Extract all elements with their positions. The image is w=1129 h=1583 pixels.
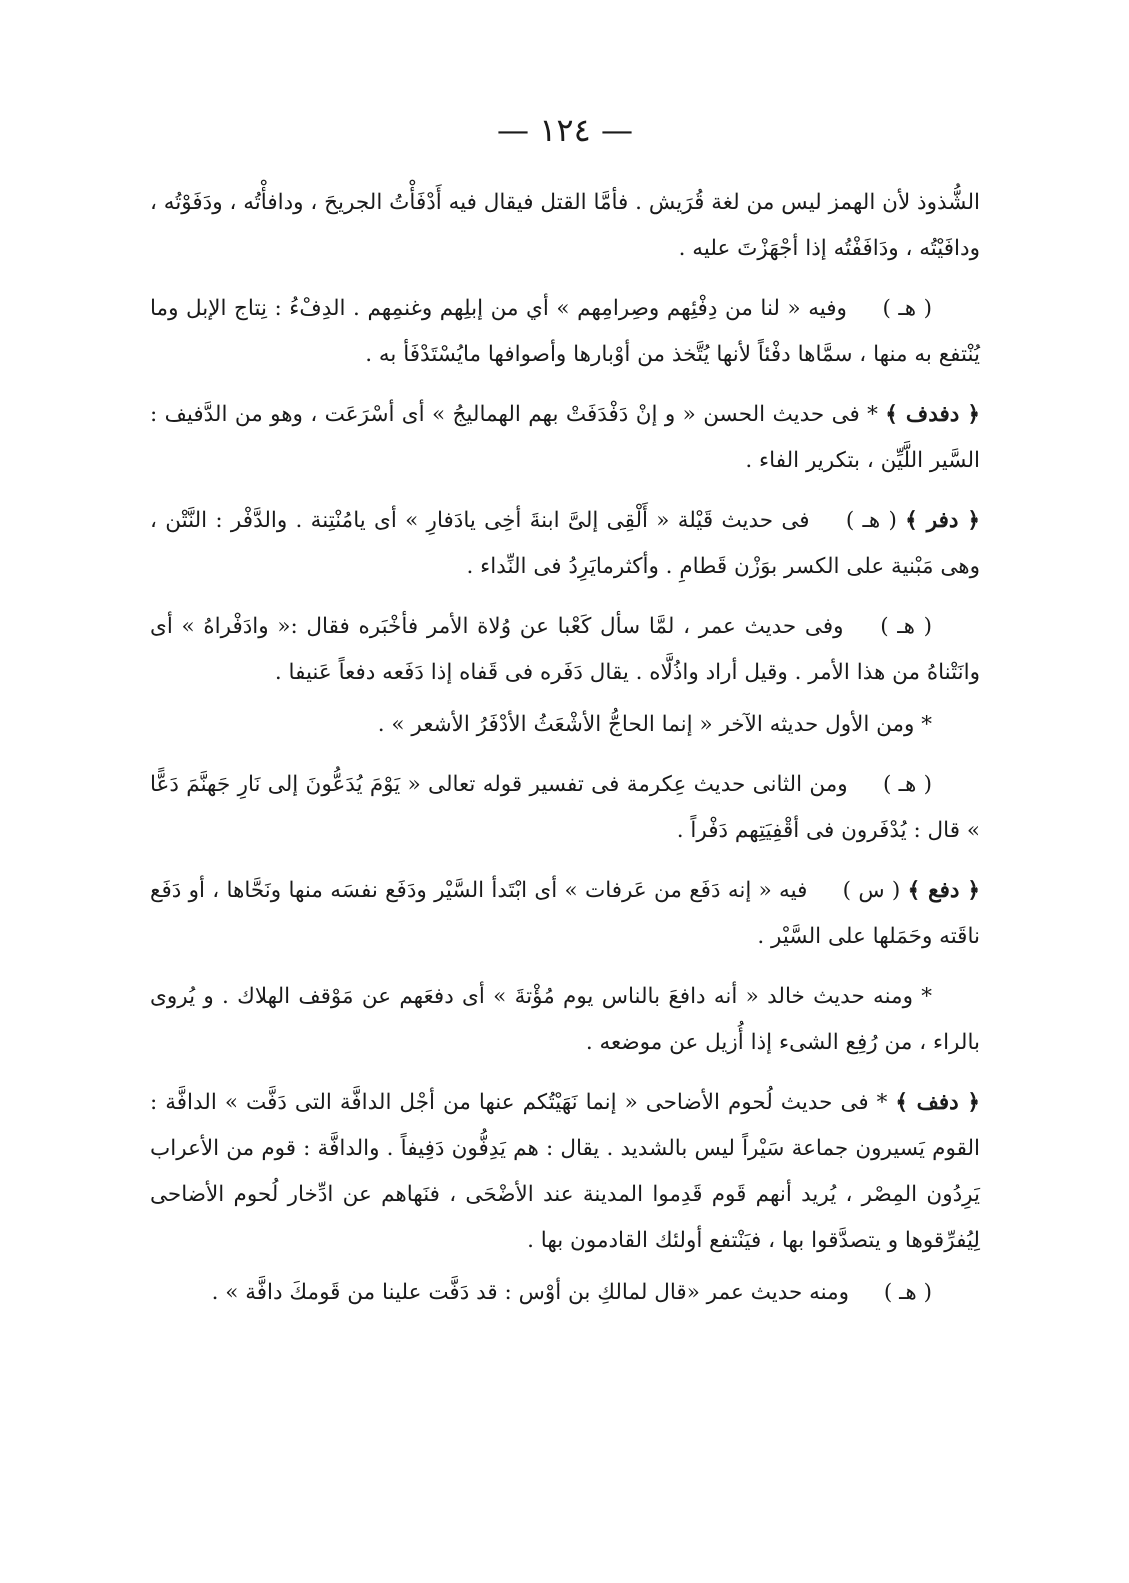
entry-headword: ﴿ دفع ﴾ xyxy=(907,878,980,903)
paragraph-9 xyxy=(150,1080,980,1264)
paragraph-6 xyxy=(150,762,980,854)
paragraph-text: * فى حديث لُحوم الأضاحى « إنما نَهَيْتُكم عنها من أجْل الدافَّة التى دَفَّت » الدافَّة : القوم يَسيرون جماعة سَيْراً ليس بالشديد . يقال : هم يَدِفُّون دَفِيفاً . والدافَّة : قوم من الأعراب يَرِدُون المِصْر ، يُريد أنهم قَوم قَدِموا المدينة عند الأضْحَى ، فنَهاهم عن ادِّخار لُحوم الأضاحى لِيُفرِّقوها و يتصدَّقوا بها ، فيَنْتفع أولئك القادمون بها . xyxy=(150,1090,980,1253)
paragraph-text: ومنه حديث عمر «قال لمالكِ بن أوْس : قد دَفَّت علينا من قَومكَ دافَّة » . xyxy=(211,1280,850,1305)
paragraph-7 xyxy=(150,868,980,960)
paragraph-text: * فى حديث الحسن « و إنْ دَفْدَفَتْ بهم الهماليجُ » أى أسْرَعَت ، وهو من الدَّفيف : السَّير اللَّيِّن ، بتكرير الفاء . xyxy=(150,402,980,473)
paragraph-0 xyxy=(150,180,980,272)
paragraph-text: * ومنه حديث خالد « أنه دافعَ بالناس يوم مُؤْتةَ » أى دفعَهم عن مَوْقف الهلاك . و يُروى بالراء ، من رُفِع الشىء إذا أُزيل عن موضعه . xyxy=(150,984,980,1055)
paragraph-text: * ومن الأول حديثه الآخر « إنما الحاجُّ الأشْعَثُ الأدْفَرُ الأشعر » . xyxy=(377,712,932,737)
paragraph-3 xyxy=(150,498,980,590)
entry-headword: ﴿ دفف ﴾ xyxy=(895,1090,980,1115)
paragraph-text: فى حديث قَيْلة « أَلْقِى إلىَّ ابنةَ أخِى يادَفارِ » أى يامُنْتِنة . والدَّفْر : النَّتْن ، وهى مَبْنية على الكسر بوَزْن قَطامِ . وأكثرمايَرِدُ فى النِّداء . xyxy=(150,508,980,579)
paragraph-text: فيه « إنه دَفَع من عَرفات » أى ابْتَدأ السَّيْر ودَفَع نفسَه منها ونَحَّاها ، أو دَفَع ناقَته وحَمَلها على السَّيْر . xyxy=(150,878,980,949)
source-siglum: ( هـ ) xyxy=(883,1280,932,1305)
paragraph-text: وفيه « لنا من دِفْئِهم وصِرامِهم » أي من إبلِهم وغنمِهم . الدِفْءُ : نِتاج الإبل وما يُنْتفع به منها ، سمَّاها دفْئاً لأنها يُتَّخذ من أوْبارها وأصوافها مايُسْتَدْفَأ به . xyxy=(150,296,980,367)
source-siglum: ( هـ ) xyxy=(882,296,932,321)
paragraph-5 xyxy=(150,702,980,748)
source-siglum: ( هـ ) xyxy=(880,614,932,639)
entry-headword: ﴿ دفر ﴾ xyxy=(905,508,980,533)
source-siglum: ( س ) xyxy=(842,878,901,903)
page-number: — ١٢٤ — xyxy=(497,111,633,149)
paragraph-text: وفى حديث عمر ، لمَّا سأل كَعْبا عن وُلاة الأمر فأخْبَره فقال :« وادَفْراهُ » أى وانَتْناهُ من هذا الأمر . وقيل أراد واذُلَّاه . يقال دَفَره فى قَفاه إذا دَفَعه دفعاً عَنيفا . xyxy=(150,614,980,685)
entry-headword: ﴿ دفدف ﴾ xyxy=(885,402,980,427)
paragraph-8 xyxy=(150,974,980,1066)
paragraph-text: الشُّذوذ لأن الهمز ليس من لغة قُرَيش . فأمَّا القتل فيقال فيه أَدْفَأْتُ الجريحَ ، ودافأْتُه ، ودَفَوْتُه ، ودافَيْتُه ، ودَافَفْتُه إذا أجْهَزْتَ عليه . xyxy=(150,190,980,261)
source-siglum: ( هـ ) xyxy=(882,772,932,797)
paragraph-1 xyxy=(150,286,980,378)
paragraph-4 xyxy=(150,604,980,696)
document-page xyxy=(150,108,980,1330)
paragraph-text: ومن الثانى حديث عِكرمة فى تفسير قوله تعالى « يَوْمَ يُدَعُّونَ إلى نَارِ جَهنَّمَ دَعًّا » قال : يُدْفَرون فى أقْفِيَتِهم دَفْراً . xyxy=(150,772,980,843)
source-siglum: ( هـ ) xyxy=(845,508,897,533)
paragraph-10 xyxy=(150,1270,980,1316)
paragraph-2 xyxy=(150,392,980,484)
